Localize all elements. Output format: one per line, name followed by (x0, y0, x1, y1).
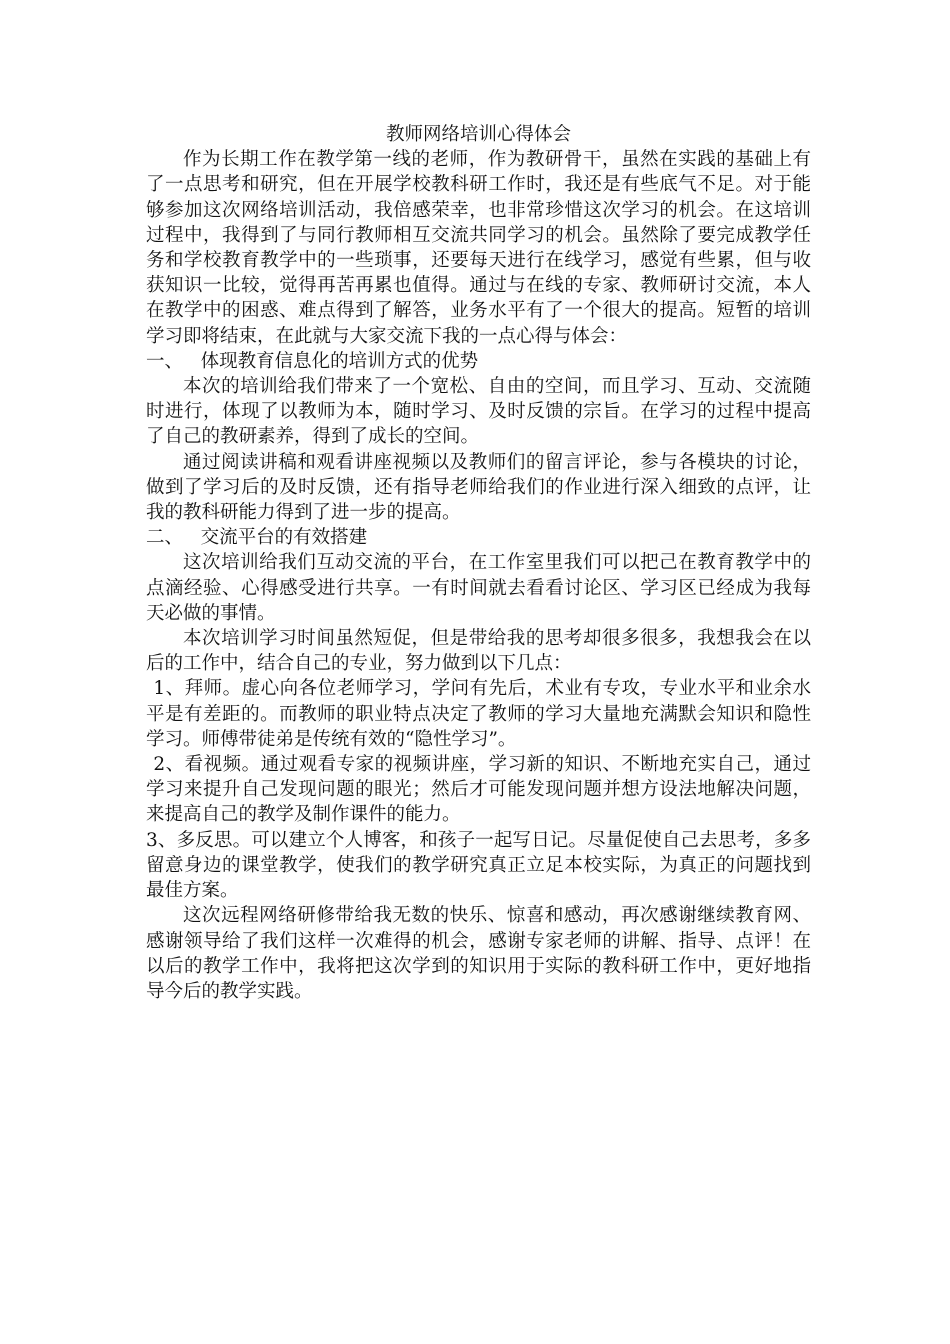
section-1-paragraph-1: 本次的培训给我们带来了一个宽松、自由的空间，而且学习、互动、交流随时进行，体现了以教师为本，随时学习、及时反馈的宗旨。在学习的过程中提高了自己的教研素养，得到了成长的空间。 (146, 376, 811, 448)
intro-paragraph: 作为长期工作在教学第一线的老师，作为教研骨干，虽然在实践的基础上有了一点思考和研究，但在开展学校教科研工作时，我还是有些底气不足。对于能够参加这次网络培训活动，我倍感荣幸，也非常珍惜这次学习的机会。在这培训过程中，我得到了与同行教师相互交流共同学习的机会。虽然除了要完成教学任务和学校教育教学中的一些琐事，还要每天进行在线学习，感觉有些累，但与收获知识一比较，觉得再苦再累也值得。通过与在线的专家、教师研讨交流，本人在教学中的困惑、难点得到了解答，业务水平有了一个很大的提高。短暂的培训学习即将结束，在此就与大家交流下我的一点心得与体会： (146, 149, 811, 347)
section-2-paragraph-1: 这次培训给我们互动交流的平台，在工作室里我们可以把己在教育教学中的点滴经验、心得感受进行共享。一有时间就去看看讨论区、学习区已经成为我每天必做的事情。 (146, 552, 811, 624)
list-item-3: 3、多反思。可以建立个人博客，和孩子一起写日记。尽量促使自己去思考，多多留意身边的课堂教学，使我们的教学研究真正立足本校实际，为真正的问题找到最佳方案。 (146, 829, 811, 902)
section-2-paragraph-2: 本次培训学习时间虽然短促，但是带给我的思考却很多很多，我想我会在以后的工作中，结合自己的专业，努力做到以下几点： (146, 628, 811, 675)
list-item-1: 1、拜师。虚心向各位老师学习，学问有先后，术业有专攻，专业水平和业余水平是有差距的。而教师的职业特点决定了教师的学习大量地充满默会知识和隐性学习。师傅带徒弟是传统有效的“隐性学习”。 (146, 678, 811, 750)
document-page (146, 122, 811, 1004)
section-1-heading: 一、 体现教育信息化的培训方式的优势 (146, 350, 479, 372)
section-1-paragraph-2: 通过阅读讲稿和观看讲座视频以及教师们的留言评论，参与各模块的讨论，做到了学习后的及时反馈，还有指导老师给我们的作业进行深入细致的点评，让我的教科研能力得到了进一步的提高。 (146, 451, 811, 524)
closing-paragraph: 这次远程网络研修带给我无数的快乐、惊喜和感动，再次感谢继续教育网、感谢领导给了我们这样一次难得的机会，感谢专家老师的讲解、指导、点评！在以后的教学工作中，我将把这次学到的知识用于实际的教科研工作中，更好地指导今后的教学实践。 (146, 905, 811, 1002)
list-item-2: 2、看视频。通过观看专家的视频讲座，学习新的知识、不断地充实自己，通过学习来提升自己发现问题的眼光；然后才可能发现问题并想方设法地解决问题，来提高自己的教学及制作课件的能力。 (146, 754, 811, 826)
section-2-heading: 二、 交流平台的有效搭建 (146, 527, 368, 549)
document-title: 教师网络培训心得体会 (385, 124, 571, 145)
